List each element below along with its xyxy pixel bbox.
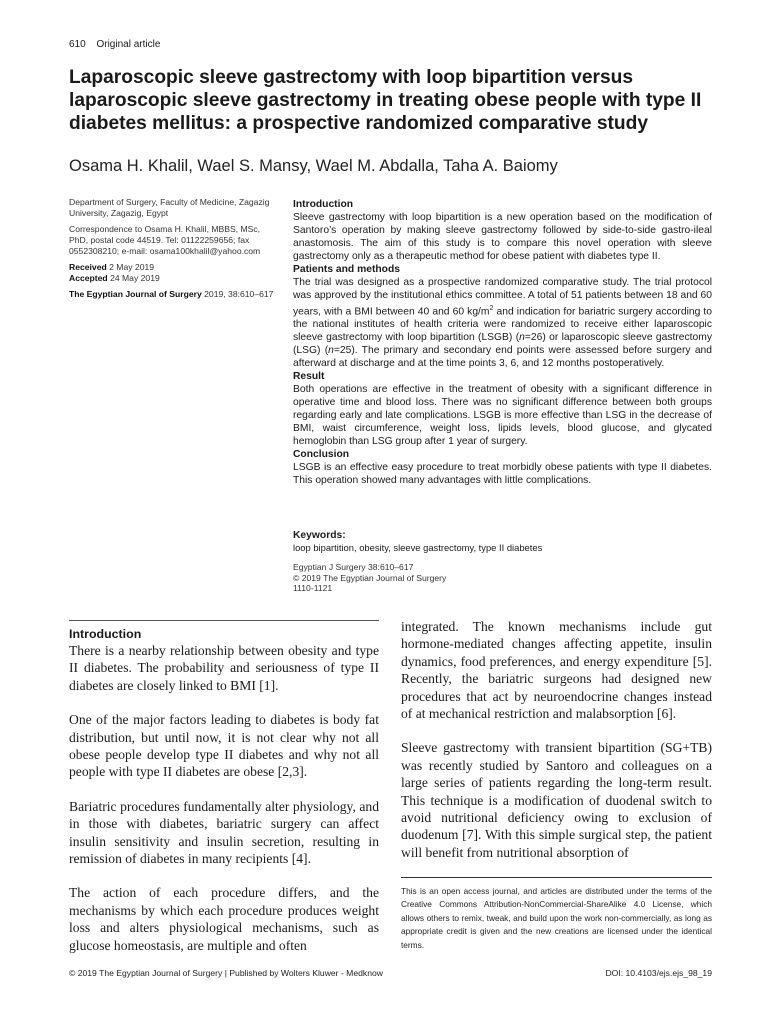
affiliation: Department of Surgery, Faculty of Medicine, Zagazig University, Zagazig, Egypt xyxy=(69,197,270,218)
journal-reference xyxy=(69,289,274,300)
accepted-date: 24 May 2019 xyxy=(110,273,160,283)
abstract-conclusion: LSGB is an effective easy procedure to treat morbidly obese patients with type II diabetes. This operation showed many advantages with little complications. xyxy=(293,462,712,487)
received-label: Received xyxy=(69,262,107,272)
abstract-methods-heading: Patients and methods xyxy=(293,264,400,275)
keywords-heading: Keywords: xyxy=(293,530,346,541)
page-number: 610 xyxy=(69,39,86,50)
article-title: Laparoscopic sleeve gastrectomy with loop bipartition versus laparoscopic sleeve gastrectomy in treating obese people with type II diabetes mellitus: a prospective randomized comparative study xyxy=(69,67,702,134)
article-dates xyxy=(69,262,274,284)
methods-text-4: =25). The primary and secondary end points were assessed before surgery and afterward at discharge and at the time points 3, 6, and 12 months postoperatively. xyxy=(293,345,712,370)
journal-name: The Egyptian Journal of Surgery xyxy=(69,289,202,299)
methods-text-1: The trial was designed as a prospective randomized comparative study. The trial protocol was approved by the institutional ethics committee. A total of 51 patients between 18 and 60 years, with a BMI between 40 and 60 kg/m xyxy=(293,277,712,318)
body-paragraph-1: There is a nearby relationship between obesity and type II diabetes. The probability and seriousness of type II diabetes are closely linked to BMI [1]. xyxy=(69,643,379,693)
received-date: 2 May 2019 xyxy=(109,262,155,272)
keywords xyxy=(293,530,712,554)
page-footer xyxy=(69,968,712,978)
body-intro-heading: Introduction xyxy=(69,627,142,641)
methods-superscript: 2 xyxy=(489,305,494,312)
license-notice: This is an open access journal, and articles are distributed under the terms of the Creative Commons Attribution-NonCommercial-ShareAlike 4.0 License, which allows others to remix, tweak, and build upon the work non-commercially, as long as appropriate credit is given and the new creations are licensed under the identical terms. xyxy=(401,886,712,950)
article-info xyxy=(69,197,274,305)
body-right-column xyxy=(401,618,712,878)
abstract-methods xyxy=(293,276,712,370)
left-column-rule xyxy=(69,620,379,621)
citation-info xyxy=(293,562,593,594)
methods-n2: n xyxy=(328,345,334,357)
running-header xyxy=(69,39,160,50)
abstract-result-heading: Result xyxy=(293,371,325,383)
abstract-intro-heading: Introduction xyxy=(293,199,354,210)
body-paragraph-2: One of the major factors leading to diabetes is body fat distribution, but until now, it is not clear why not all obese people develop type II diabetes and why not all people with type II diabetes are obese [2,3]. xyxy=(69,712,379,780)
abstract-intro: Sleeve gastrectomy with loop bipartition is a new operation based on the modification of Santoro’s operation by making sleeve gastrectomy followed by side-to-side gastro-ileal anastomosis. The aim of this study is to compare this novel operation with sleeve gastrectomy only as a therapeutic method for obese patient with diabetes type II. xyxy=(293,212,712,262)
body-paragraph-5: integrated. The known mechanisms include gut hormone-mediated changes affecting appetite, insulin dynamics, food preferences, and energy expenditure [5]. Recently, the bariatric surgeons had designed new procedures that act by neuroendocrine changes instead of at mechanical restriction and malabsorption [6]. xyxy=(401,619,712,722)
correspondence: Correspondence to Osama H. Khalil, MBBS, MSc, PhD, postal code 44519. Tel: 01122259656; fax 0552308210; e-mail: osama100khalil@yahoo.com xyxy=(69,224,261,256)
body-paragraph-4: The action of each procedure differs, and the mechanisms by which each procedure produces weight loss and alters physiological mechanisms, such as glucose homeostasis, are multiple and often xyxy=(69,885,379,953)
citation-line-1: Egyptian J Surgery 38:610–617 xyxy=(293,562,414,572)
citation-line-2: © 2019 The Egyptian Journal of Surgery xyxy=(293,572,447,583)
body-paragraph-6: Sleeve gastrectomy with transient bipartition (SG+TB) was recently studied by Santoro and colleagues on a large series of patients regarding the long-term result. This technique is a modification of duodenal switch to avoid nutritional deficiency owing to exclusion of duodenum [7]. With this simple surgical step, the patient will benefit from nutritional absorption of xyxy=(401,740,712,860)
methods-text-3: =26) or laparoscopic sleeve gastrectomy (LSG) ( xyxy=(293,332,712,357)
methods-n1: n xyxy=(519,332,525,344)
body-paragraph-3: Bariatric procedures fundamentally alter physiology, and in those with diabetes, bariatric surgery can affect insulin sensitivity and insulin secretion, resulting in remission of diabetes in many recipients [4]. xyxy=(69,798,379,867)
accepted-label: Accepted xyxy=(69,273,108,283)
methods-text-2: and indication for bariatric surgery according to the national institutes of health criteria were randomized to receive either laparoscopic sleeve gastrectomy with loop bipartition (LSGB) ( xyxy=(293,306,713,344)
footer-copyright: © 2019 The Egyptian Journal of Surgery | Published by Wolters Kluwer - Medknow xyxy=(69,968,383,978)
authors: Osama H. Khalil, Wael S. Mansy, Wael M. Abdalla, Taha A. Baiomy xyxy=(69,157,558,175)
body-left-column xyxy=(69,627,379,971)
footer-doi[interactable]: DOI: 10.4103/ejs.ejs_98_19 xyxy=(605,968,712,978)
abstract xyxy=(293,198,712,487)
abstract-result: Both operations are effective in the treatment of obesity with a significant difference in operative time and blood loss. There was no significant difference between both groups regarding early and late complications. LSGB is more effective than LSG in the decrease of BMI, waist circumference, weight loss, lipids levels, blood glucose, and glycated hemoglobin than LSG group after 1 year of surgery. xyxy=(293,384,712,448)
abstract-conclusion-heading: Conclusion xyxy=(293,449,350,461)
citation-line-3: 1110-1121 xyxy=(293,583,333,593)
article-type: Original article xyxy=(96,39,161,50)
keywords-list: loop bipartition, obesity, sleeve gastrectomy, type II diabetes xyxy=(293,542,543,553)
journal-details: 2019, 38:610–617 xyxy=(204,289,274,299)
